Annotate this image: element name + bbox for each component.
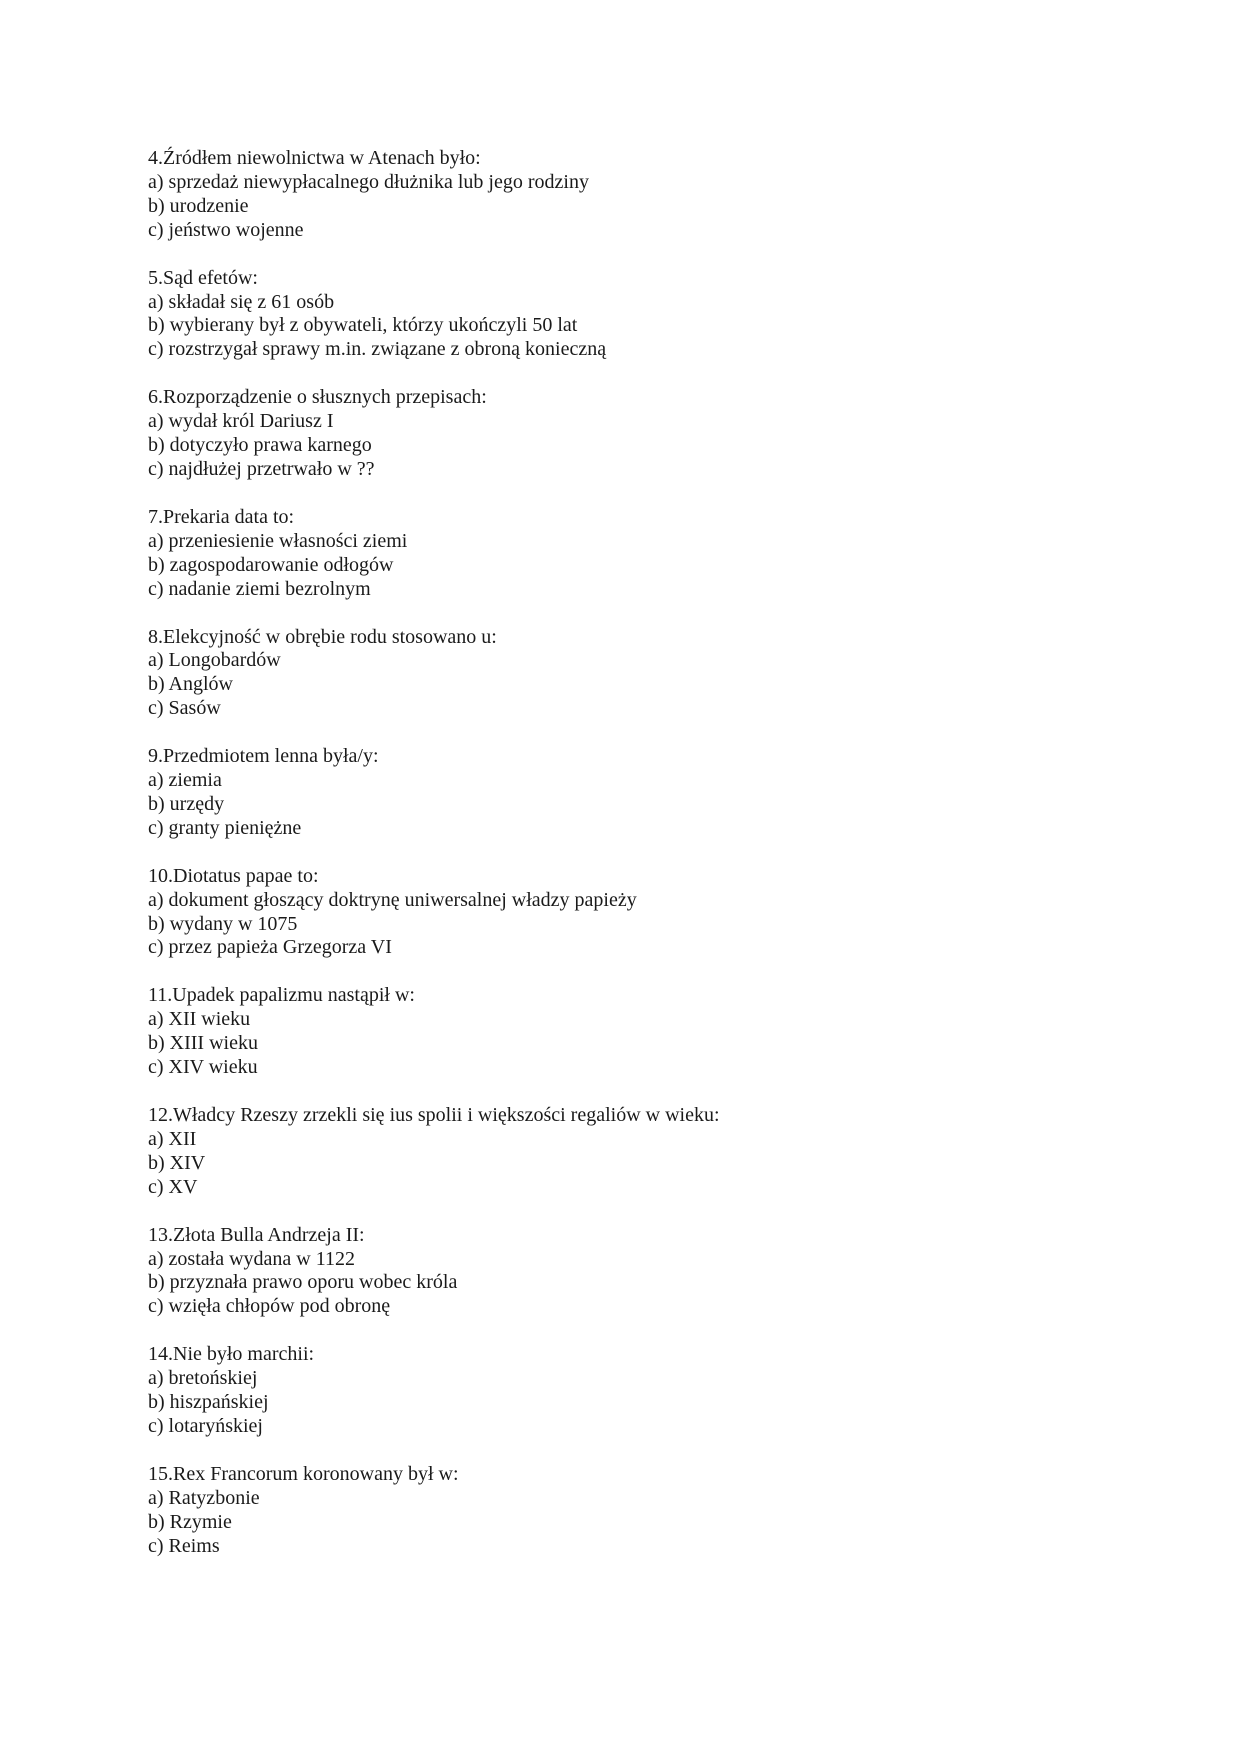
- option-a: a) Longobardów: [148, 649, 281, 672]
- option-a: a) sprzedaż niewypłacalnego dłużnika lub jego rodziny: [148, 170, 589, 193]
- option-b: b) wydany w 1075: [148, 912, 298, 935]
- option-a: a) XII wieku: [148, 1008, 251, 1031]
- option-a: a) wydał król Dariusz I: [148, 410, 334, 433]
- question-text: 12.Władcy Rzeszy zrzekli się ius spolii i większości regaliów w wieku:: [148, 1104, 720, 1126]
- question-item: [148, 386, 1148, 482]
- option-a: a) Ratyzbonie: [148, 1486, 260, 1509]
- option-a: a) dokument głoszący doktrynę uniwersalnej władzy papieży: [148, 888, 637, 911]
- question-item: [148, 984, 1148, 1080]
- option-c: c) Sasów: [148, 697, 221, 720]
- option-a: a) XII: [148, 1127, 197, 1150]
- option-c: c) rozstrzygał sprawy m.in. związane z obroną konieczną: [148, 338, 607, 361]
- question-item: [148, 506, 1148, 602]
- option-c: c) wzięła chłopów pod obronę: [148, 1295, 391, 1318]
- option-b: b) wybierany był z obywateli, którzy ukończyli 50 lat: [148, 314, 578, 337]
- option-c: c) najdłużej przetrwało w ??: [148, 457, 375, 480]
- question-item: [148, 1104, 1148, 1200]
- option-a: a) ziemia: [148, 769, 222, 792]
- option-a: a) składał się z 61 osób: [148, 290, 335, 313]
- question-item: [148, 267, 1148, 363]
- option-b: b) urzędy: [148, 792, 225, 815]
- option-b: b) hiszpańskiej: [148, 1391, 269, 1414]
- question-item: [148, 865, 1148, 961]
- option-b: b) urodzenie: [148, 194, 249, 217]
- question-text: 7.Prekaria data to:: [148, 505, 295, 528]
- option-c: c) jeństwo wojenne: [148, 218, 304, 241]
- question-item: [148, 1224, 1148, 1320]
- question-item: [148, 745, 1148, 841]
- option-b: b) Anglów: [148, 673, 233, 696]
- option-c: c) XV: [148, 1175, 198, 1198]
- question-text: 6.Rozporządzenie o słusznych przepisach:: [148, 386, 487, 409]
- option-b: b) XIV: [148, 1151, 206, 1174]
- option-b: b) zagospodarowanie odłogów: [148, 553, 394, 576]
- option-c: c) Reims: [148, 1534, 220, 1557]
- question-text: 15.Rex Francorum koronowany był w:: [148, 1462, 459, 1485]
- question-text: 13.Złota Bulla Andrzeja II:: [148, 1223, 365, 1246]
- option-c: c) przez papieża Grzegorza VI: [148, 936, 392, 959]
- question-list: [148, 147, 1148, 1583]
- option-c: c) lotaryńskiej: [148, 1414, 263, 1437]
- question-text: 8.Elekcyjność w obrębie rodu stosowano u:: [148, 625, 497, 648]
- option-c: c) XIV wieku: [148, 1056, 258, 1079]
- question-text: 11.Upadek papalizmu nastąpił w:: [148, 984, 415, 1007]
- question-text: 9.Przedmiotem lenna była/y:: [148, 745, 379, 768]
- option-b: b) dotyczyło prawa karnego: [148, 434, 372, 457]
- option-a: a) przeniesienie własności ziemi: [148, 529, 408, 552]
- question-text: 4.Źródłem niewolnictwa w Atenach było:: [148, 147, 481, 169]
- question-item: [148, 626, 1148, 722]
- option-a: a) została wydana w 1122: [148, 1247, 355, 1270]
- option-b: b) XIII wieku: [148, 1032, 258, 1055]
- question-text: 5.Sąd efetów:: [148, 266, 258, 289]
- option-b: b) przyznała prawo oporu wobec króla: [148, 1271, 458, 1294]
- question-text: 14.Nie było marchii:: [148, 1343, 315, 1366]
- question-item: [148, 147, 1148, 243]
- question-text: 10.Diotatus papae to:: [148, 864, 319, 887]
- option-b: b) Rzymie: [148, 1510, 232, 1533]
- option-a: a) bretońskiej: [148, 1367, 258, 1390]
- question-item: [148, 1343, 1148, 1439]
- option-c: c) granty pieniężne: [148, 816, 302, 839]
- question-item: [148, 1463, 1148, 1559]
- option-c: c) nadanie ziemi bezrolnym: [148, 577, 371, 600]
